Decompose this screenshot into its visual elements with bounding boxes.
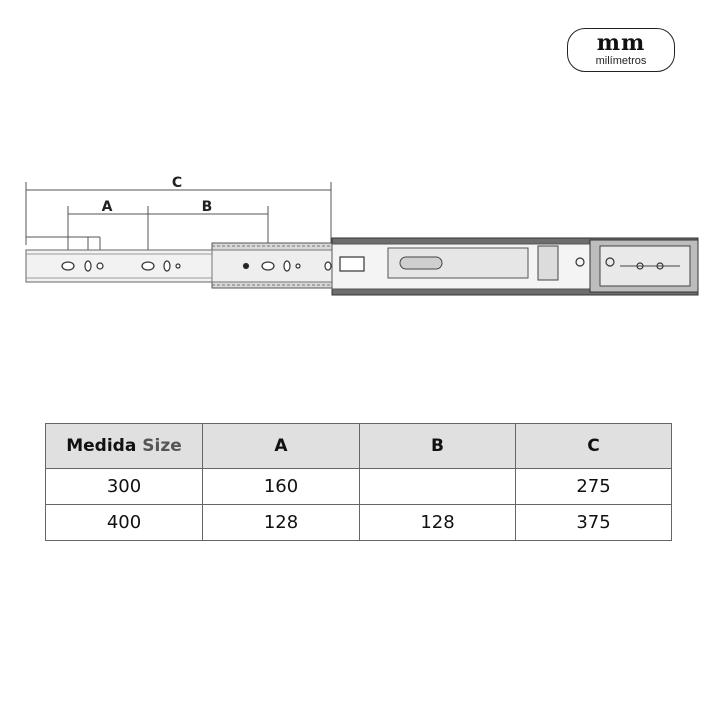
table-row [46,469,672,505]
header-c: C [516,424,672,469]
slide-outer-member [332,238,698,295]
header-medida-size [46,424,203,469]
dimension-b-label: B [201,199,213,215]
header-b: B [360,424,516,469]
table-header-row [46,424,672,469]
logo-mark: mm [596,30,646,56]
header-size: Size [142,436,182,456]
size-table [45,423,672,541]
dimension-c-label: C [171,175,183,191]
dimension-a-label: A [101,199,113,215]
cell-size: 300 [46,469,203,505]
brand-logo [567,28,675,72]
cell-c: 275 [516,469,672,505]
cell-a: 160 [203,469,360,505]
cell-b: 128 [360,505,516,541]
table-row [46,505,672,541]
cell-c: 375 [516,505,672,541]
cell-b [360,469,516,505]
header-a: A [203,424,360,469]
logo-text: milímetros [595,55,647,67]
header-medida: Medida [66,436,137,456]
drawer-slide-diagram [0,160,720,310]
cell-size: 400 [46,505,203,541]
cell-a: 128 [203,505,360,541]
